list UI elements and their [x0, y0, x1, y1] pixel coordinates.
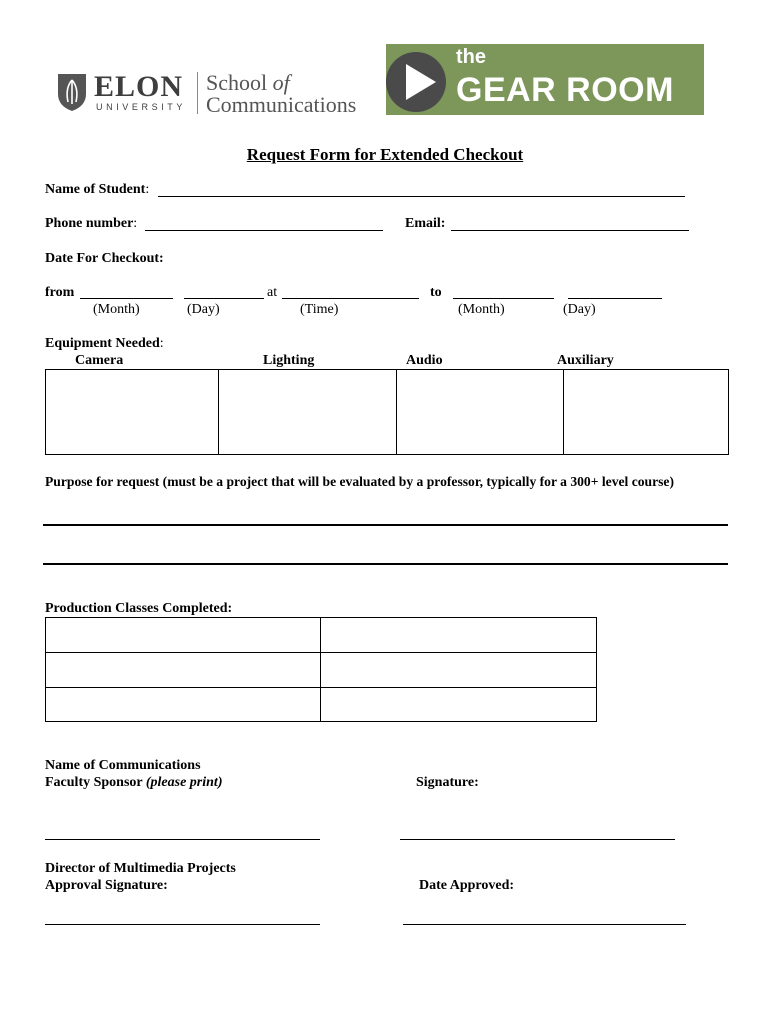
email-label: Email: [405, 216, 446, 231]
gear-room-title: GEAR ROOM [456, 71, 674, 109]
to-month-caption: (Month) [458, 302, 505, 317]
email-field[interactable] [451, 230, 689, 231]
director-label-line2: Approval Signature: [45, 878, 168, 893]
purpose-label: Purpose for request (must be a project that will be evaluated by a professor, typically for a 300+ level course) [45, 474, 674, 489]
equipment-col-auxiliary: Auxiliary [557, 353, 614, 368]
to-day-field[interactable] [568, 298, 662, 299]
date-checkout-label: Date For Checkout: [45, 251, 164, 266]
date-approved-field[interactable] [403, 924, 686, 925]
class-cell[interactable] [321, 653, 596, 687]
equipment-col-audio: Audio [406, 353, 443, 368]
equipment-col-lighting: Lighting [263, 353, 315, 368]
elon-shield-icon [56, 72, 88, 112]
time-field[interactable] [282, 298, 419, 299]
time-caption: (Time) [300, 302, 339, 317]
production-classes-label: Production Classes Completed: [45, 601, 233, 616]
to-label: to [430, 285, 442, 300]
sponsor-signature-label: Signature: [416, 775, 479, 790]
class-cell[interactable] [46, 688, 320, 721]
elon-logo [56, 70, 366, 118]
logo-divider [197, 72, 198, 114]
form-title: Request Form for Extended Checkout [246, 145, 524, 164]
equipment-audio-cell[interactable] [397, 370, 563, 454]
to-month-field[interactable] [453, 298, 554, 299]
class-cell[interactable] [321, 618, 596, 652]
play-icon [386, 44, 456, 115]
equipment-auxiliary-cell[interactable] [564, 370, 728, 454]
school-text: School of [206, 70, 290, 95]
gear-room-the: the [456, 46, 486, 68]
elon-university-text: UNIVERSITY [96, 102, 187, 112]
student-name-label: Name of Student: [45, 182, 150, 197]
gear-room-logo [386, 44, 704, 115]
class-cell[interactable] [46, 618, 320, 652]
sponsor-label-line1: Name of Communications [45, 758, 201, 773]
equipment-lighting-cell[interactable] [219, 370, 396, 454]
purpose-line-1[interactable] [43, 524, 728, 526]
class-cell[interactable] [46, 653, 320, 687]
from-month-caption: (Month) [93, 302, 140, 317]
director-signature-field[interactable] [45, 924, 320, 925]
equipment-label: Equipment Needed: [45, 336, 164, 351]
phone-field[interactable] [145, 230, 383, 231]
sponsor-label-line2: Faculty Sponsor (please print) [45, 775, 223, 790]
phone-label: Phone number: [45, 216, 138, 231]
sponsor-signature-field[interactable] [400, 839, 675, 840]
equipment-camera-cell[interactable] [46, 370, 218, 454]
equipment-col-camera: Camera [75, 353, 124, 368]
from-day-field[interactable] [184, 298, 264, 299]
from-month-field[interactable] [80, 298, 173, 299]
purpose-line-2[interactable] [43, 563, 728, 565]
communications-text: Communications [206, 92, 357, 117]
student-name-field[interactable] [158, 196, 685, 197]
from-day-caption: (Day) [187, 302, 220, 317]
elon-wordmark: ELON [94, 70, 184, 103]
date-approved-label: Date Approved: [419, 878, 515, 893]
from-label: from [45, 285, 75, 300]
sponsor-name-field[interactable] [45, 839, 320, 840]
class-cell[interactable] [321, 688, 596, 721]
at-label: at [267, 285, 278, 300]
to-day-caption: (Day) [563, 302, 596, 317]
director-label-line1: Director of Multimedia Projects [45, 861, 236, 876]
